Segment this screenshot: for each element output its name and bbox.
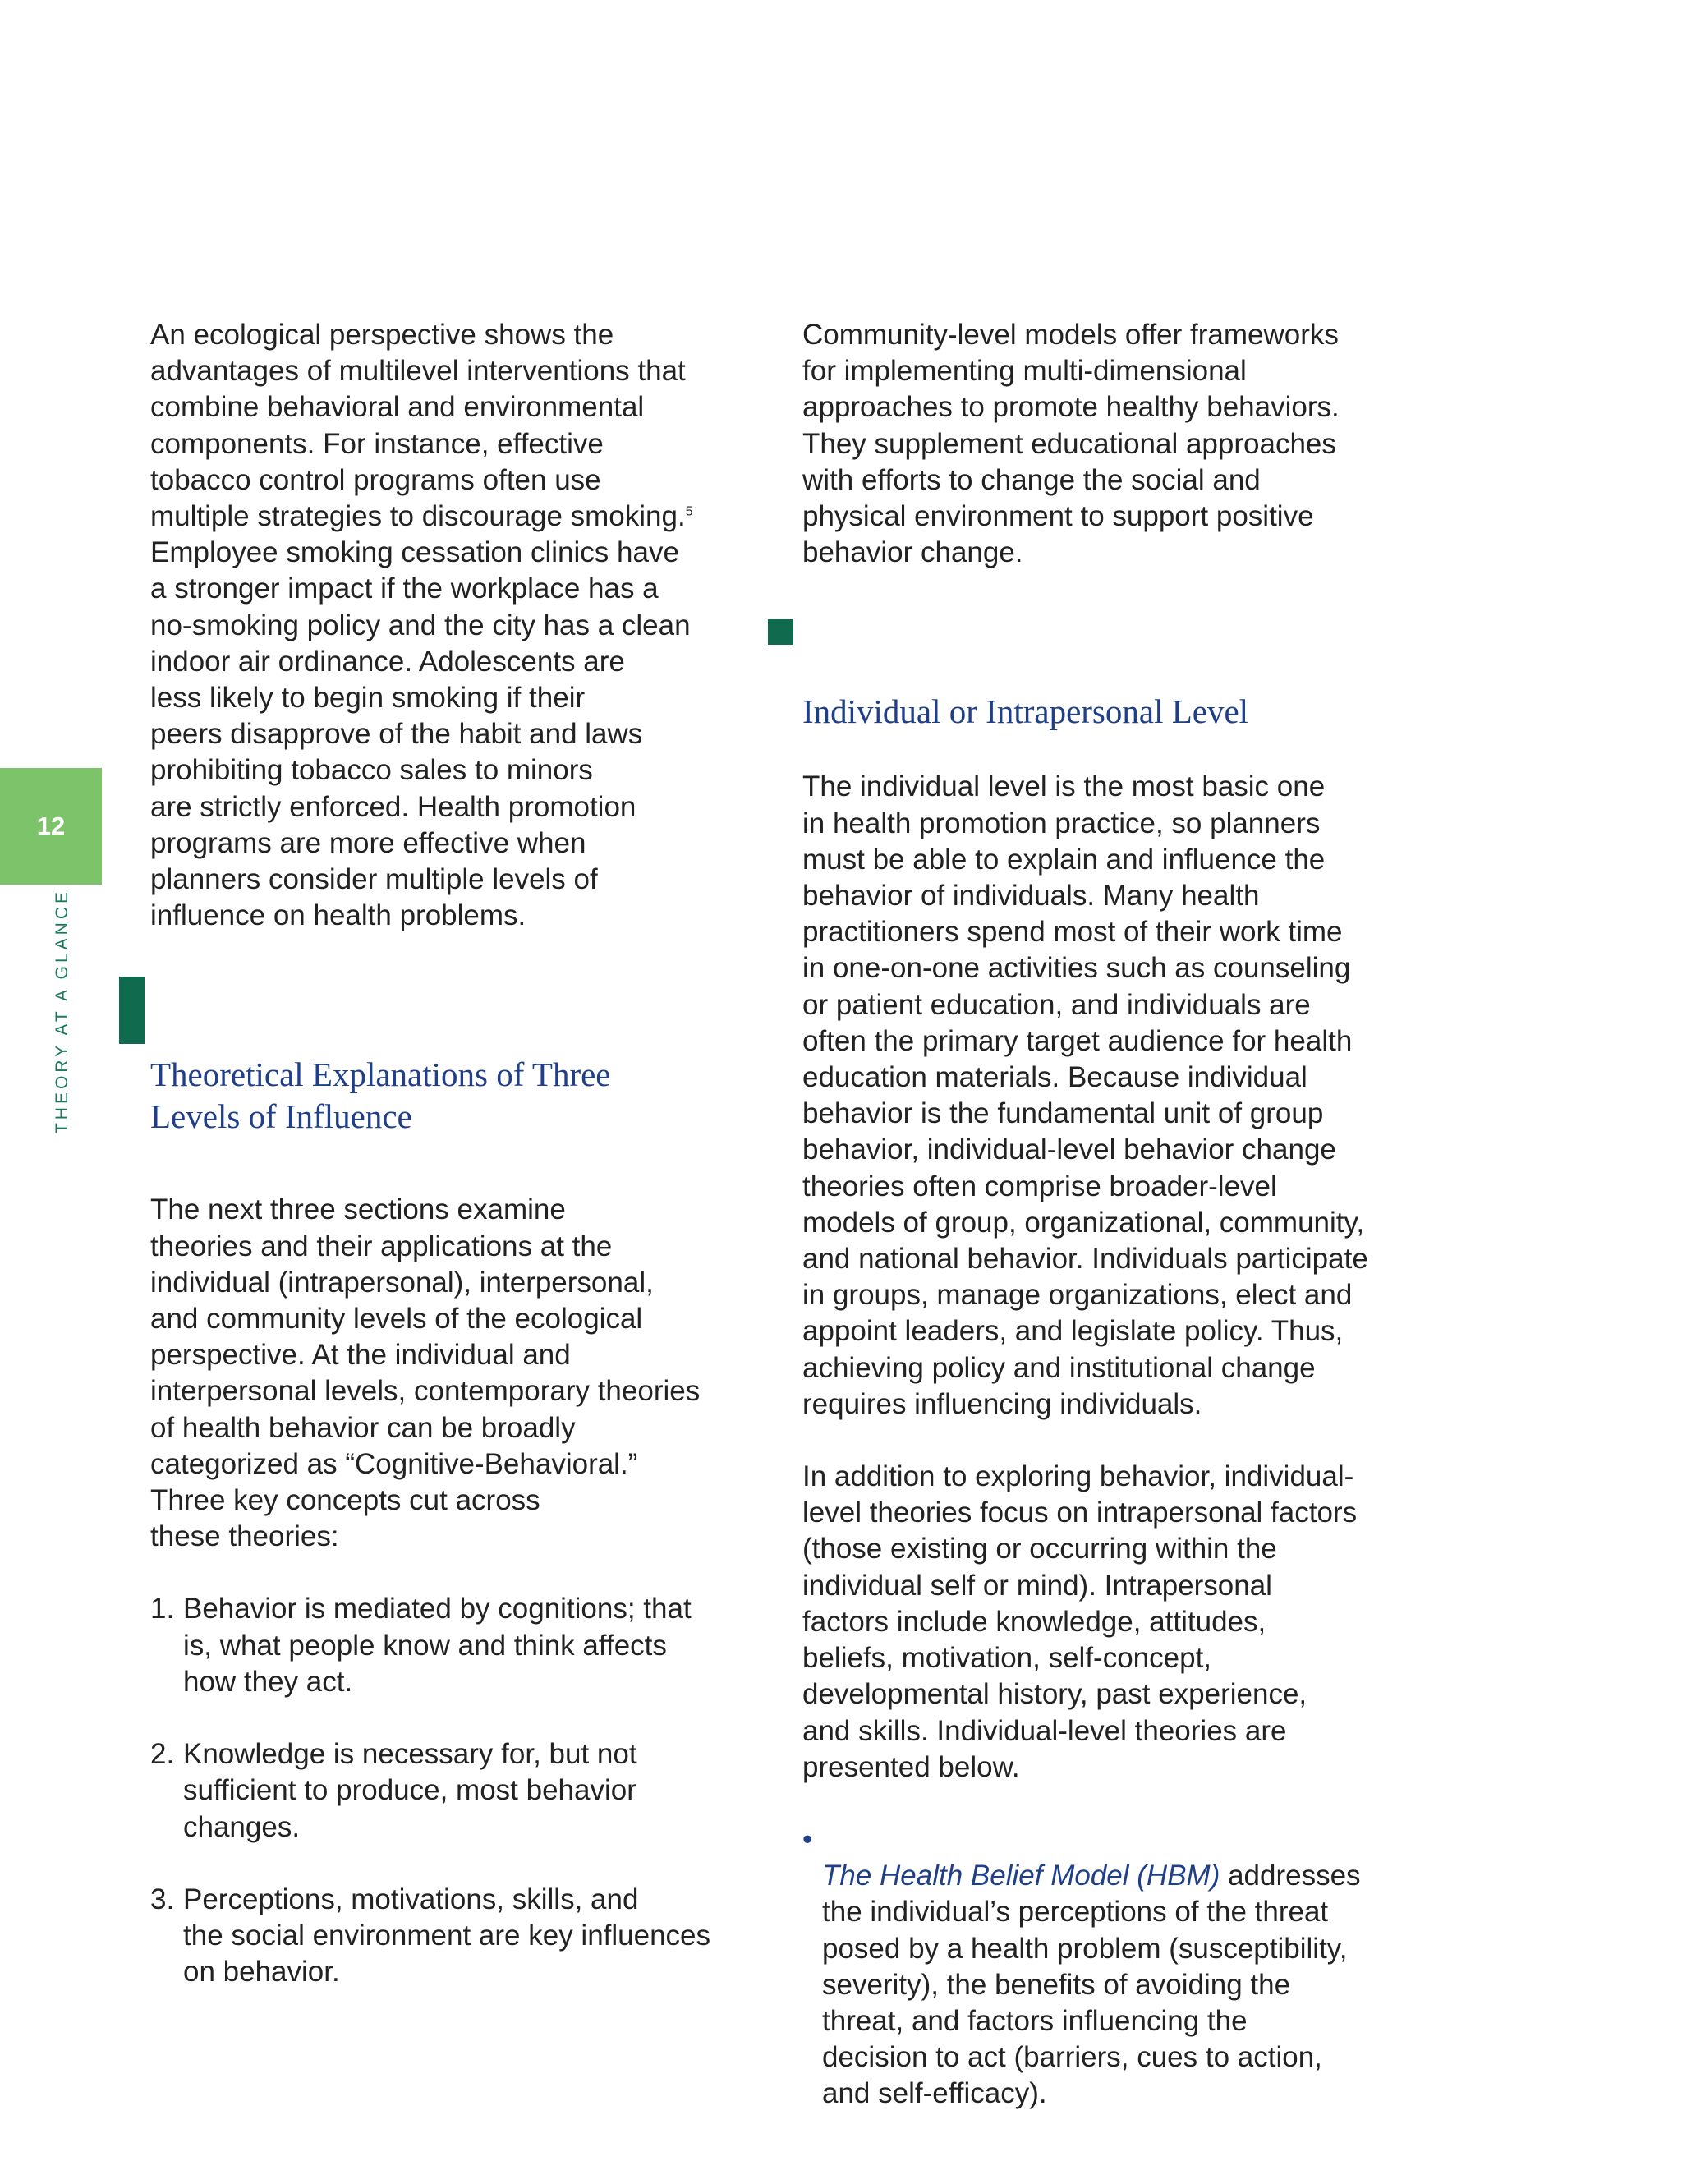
key-concepts-intro-paragraph: The next three sections examine theories and their applications at the individual (intrapersonal), interpersonal, and community levels of the ecological perspective. At the individual and interpersonal levels, contemporary theories of health behavior can be broadly categorized as “Cognitive-Behavioral.” Three key concepts cut across these theories: xyxy=(150,1193,701,1553)
left-column xyxy=(150,317,742,1990)
list-item-number: 2. xyxy=(150,1738,175,1771)
health-belief-model-bullet xyxy=(802,1822,1394,2113)
page-number: 12 xyxy=(36,812,66,840)
list-item-number: 3. xyxy=(150,1883,175,1915)
right-column xyxy=(802,317,1394,2113)
intro-paragraph-continued: Employee smoking cessation clinics have a stronger impact if the workplace has a no-smoking policy and the city has a clean indoor air ordinance. Adolescents are less likely to begin smoking if their peers disapprove of the habit and laws prohibiting tobacco sales to minors are strictly enforced. Health promotion programs are more effective when planners consider multiple levels of influence on health problems. xyxy=(150,536,691,932)
heading-marker xyxy=(119,977,145,1044)
section-heading-theoretical-explanations xyxy=(150,970,742,1138)
list-item xyxy=(150,1736,742,1846)
model-description: addresses the individual’s perceptions of the threat posed by a health problem (susceptibility, severity), the benefits of avoiding the threat, and factors influencing the decision to act (barriers, cues to action, and self-efficacy). xyxy=(822,1860,1361,2110)
intrapersonal-factors-paragraph: In addition to exploring behavior, individual- level theories focus on intrapersonal factors (those existing or occurring within the individual self or mind). Intrapersonal factors include knowledge, attitudes, beliefs, motivation, self-concept, developmental history, past experience, and skills. Individual-level theories are presented below. xyxy=(802,1460,1358,1783)
page-number-tab xyxy=(0,768,102,885)
list-item xyxy=(150,1882,742,1991)
list-item-text: Behavior is mediated by cognitions; that is, what people know and think affects how they act. xyxy=(183,1593,692,1698)
footnote-reference: 5 xyxy=(685,504,693,519)
section-heading-individual-level xyxy=(802,607,1394,733)
key-concepts-list xyxy=(150,1591,742,1990)
list-item-number: 1. xyxy=(150,1593,175,1625)
list-item-text: Knowledge is necessary for, but not sufficient to produce, most behavior changes. xyxy=(183,1738,637,1843)
list-item xyxy=(150,1591,742,1700)
section-heading-text: Individual or Intrapersonal Level xyxy=(802,692,1249,731)
community-level-paragraph: Community-level models offer frameworks for implementing multi-dimensional approaches to promote healthy behaviors. They supplement educational approaches with efforts to change the social and physical environment to support positive behavior change. xyxy=(802,319,1340,569)
intro-paragraph-text: An ecological perspective shows the advantages of multilevel interventions that combine behavioral and environmental components. For instance, effective tobacco control programs often use multiple strategies to discourage smoking. xyxy=(150,319,686,533)
running-head-text: THEORY AT A GLANCE xyxy=(53,888,72,1134)
running-head xyxy=(46,888,79,1134)
section-heading-text: Theoretical Explanations of Three Levels of Influence xyxy=(150,1055,611,1136)
list-item-text: Perceptions, motivations, skills, and the social environment are key influences on behavior. xyxy=(183,1883,711,1989)
individual-level-paragraph: The individual level is the most basic one in health promotion practice, so planners must be able to explain and influence the behavior of individuals. Many health practitioners spend most of their work time in one-on-one activities such as counseling or patient education, and individuals are often the primary target audience for health education materials. Because individual behavior is the fundamental unit of group behavior, individual-level behavior change theories often comprise broader-level models of group, organizational, community, and national behavior. Individuals participate in groups, manage organizations, elect and appoint leaders, and legislate policy. Thus, achieving policy and institutional change requires influencing individuals. xyxy=(802,770,1368,1420)
bullet-icon: • xyxy=(802,1823,813,1855)
intro-paragraph xyxy=(150,317,742,934)
heading-marker xyxy=(768,619,793,645)
model-name: The Health Belief Model (HBM) xyxy=(822,1860,1220,1892)
